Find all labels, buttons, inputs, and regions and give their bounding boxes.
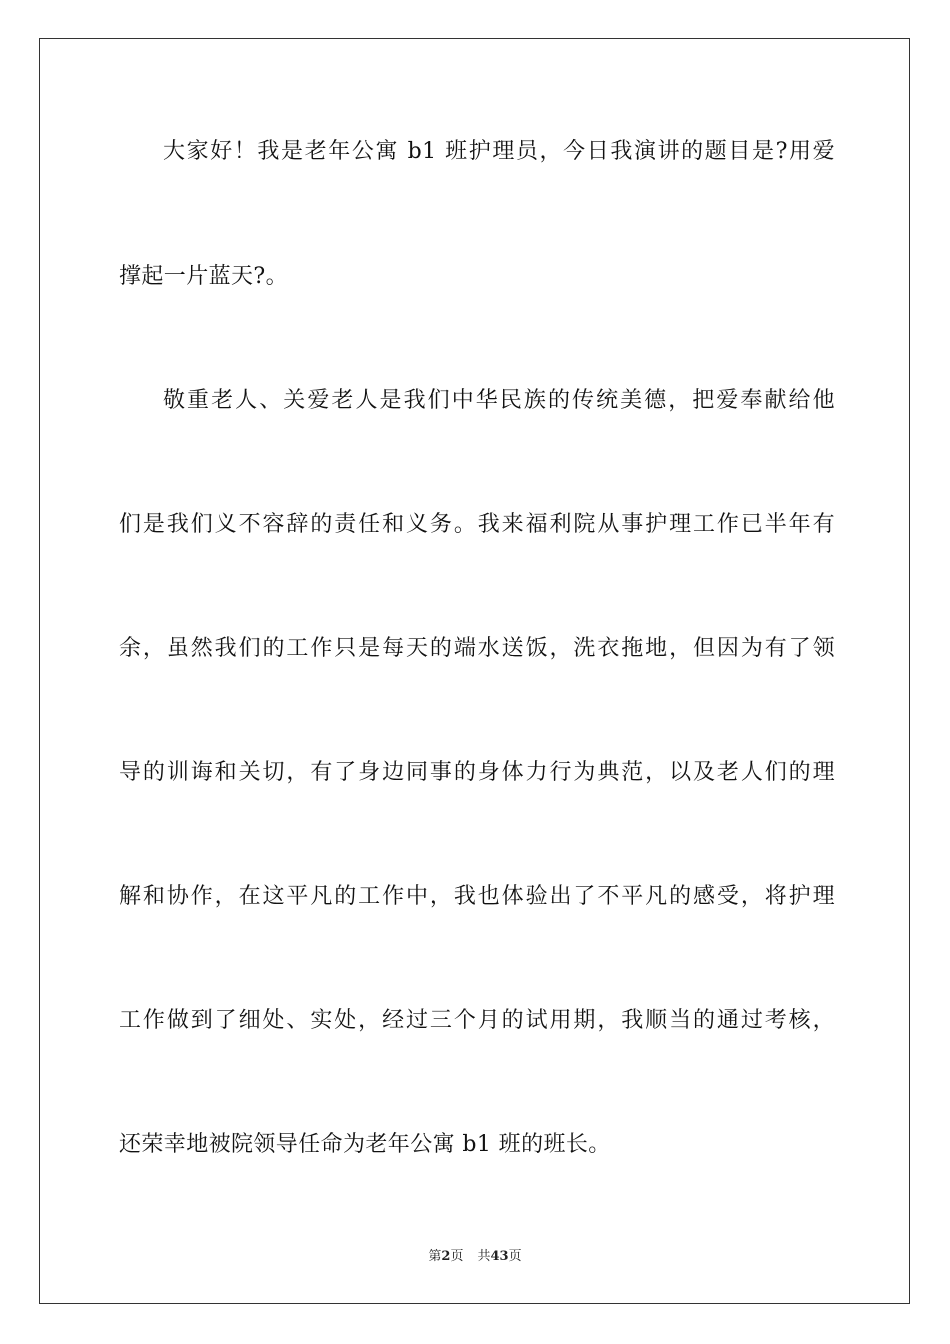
page-prefix: 第: [428, 1249, 442, 1264]
paragraph-1-line-1: 大家好！我是老年公寓 b1 班护理员，今日我演讲的题目是?用爱: [163, 139, 835, 164]
paragraph-2-line-5: 解和协作，在这平凡的工作中，我也体验出了不平凡的感受，将护理: [119, 884, 835, 909]
page-number: 2: [441, 1249, 451, 1264]
total-suffix: 页: [508, 1249, 522, 1264]
paragraph-2-line-1: 敬重老人、关爱老人是我们中华民族的传统美德，把爱奉献给他: [163, 388, 835, 413]
page-suffix: 页: [450, 1249, 464, 1264]
total-pages: 43: [490, 1249, 509, 1264]
page-footer: [0, 1248, 950, 1266]
paragraph-2-line-7: 还荣幸地被院领导任命为老年公寓 b1 班的班长。: [119, 1132, 611, 1157]
paragraph-2-line-4: 导的训诲和关切，有了身边同事的身体力行为典范，以及老人们的理: [119, 760, 835, 785]
paragraph-2-line-3: 余，虽然我们的工作只是每天的端水送饭，洗衣拖地，但因为有了领: [119, 636, 835, 661]
paragraph-2-line-2: 们是我们义不容辞的责任和义务。我来福利院从事护理工作已半年有: [119, 512, 835, 537]
page-border: [39, 38, 910, 1304]
paragraph-2-line-6: 工作做到了细处、实处，经过三个月的试用期，我顺当的通过考核，: [119, 1008, 835, 1033]
total-prefix: 共: [477, 1249, 491, 1264]
paragraph-1-line-2: 撑起一片蓝天?。: [119, 264, 288, 289]
